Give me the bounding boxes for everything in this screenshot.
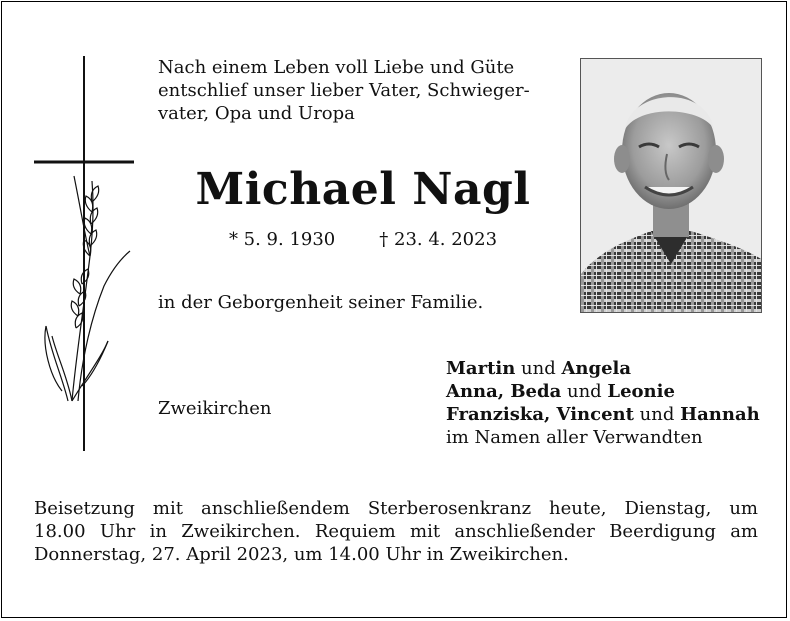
place-name: Zweikirchen xyxy=(158,398,272,419)
mourner-line: Anna, Beda und Leonie xyxy=(446,381,675,402)
family-line: in der Geborgenheit seiner Familie. xyxy=(158,292,484,313)
death-date: † 23. 4. 2023 xyxy=(379,229,498,250)
birth-date: * 5. 9. 1930 xyxy=(228,229,336,250)
intro-line: vater, Opa und Uropa xyxy=(158,103,355,124)
mourners-note: im Namen aller Verwandten xyxy=(446,427,703,448)
intro-text xyxy=(158,56,568,125)
mourner-line: Martin und Angela xyxy=(446,358,632,379)
funeral-line: 18.00 Uhr in Zweikirchen. Requiem mit anschließender Beerdigung am xyxy=(34,521,758,542)
portrait-photo-drawing xyxy=(581,59,761,312)
funeral-details xyxy=(34,497,758,566)
obituary-notice xyxy=(1,1,787,618)
intro-line: entschlief unser lieber Vater, Schwieger- xyxy=(158,80,530,101)
cross-with-wheat-icon xyxy=(32,56,142,451)
life-dates xyxy=(158,229,568,251)
funeral-line: Donnerstag, 27. April 2023, um 14.00 Uhr in Zweikirchen. xyxy=(34,544,569,565)
portrait-photo xyxy=(580,58,762,313)
mourner-line: Franziska, Vincent und Hannah xyxy=(446,404,760,425)
mourners-list xyxy=(446,357,760,449)
funeral-line: Beisetzung mit anschließendem Sterberosenkranz heute, Dienstag, um xyxy=(34,498,758,519)
deceased-name: Michael Nagl xyxy=(195,164,531,215)
intro-line: Nach einem Leben voll Liebe und Güte xyxy=(158,57,515,78)
